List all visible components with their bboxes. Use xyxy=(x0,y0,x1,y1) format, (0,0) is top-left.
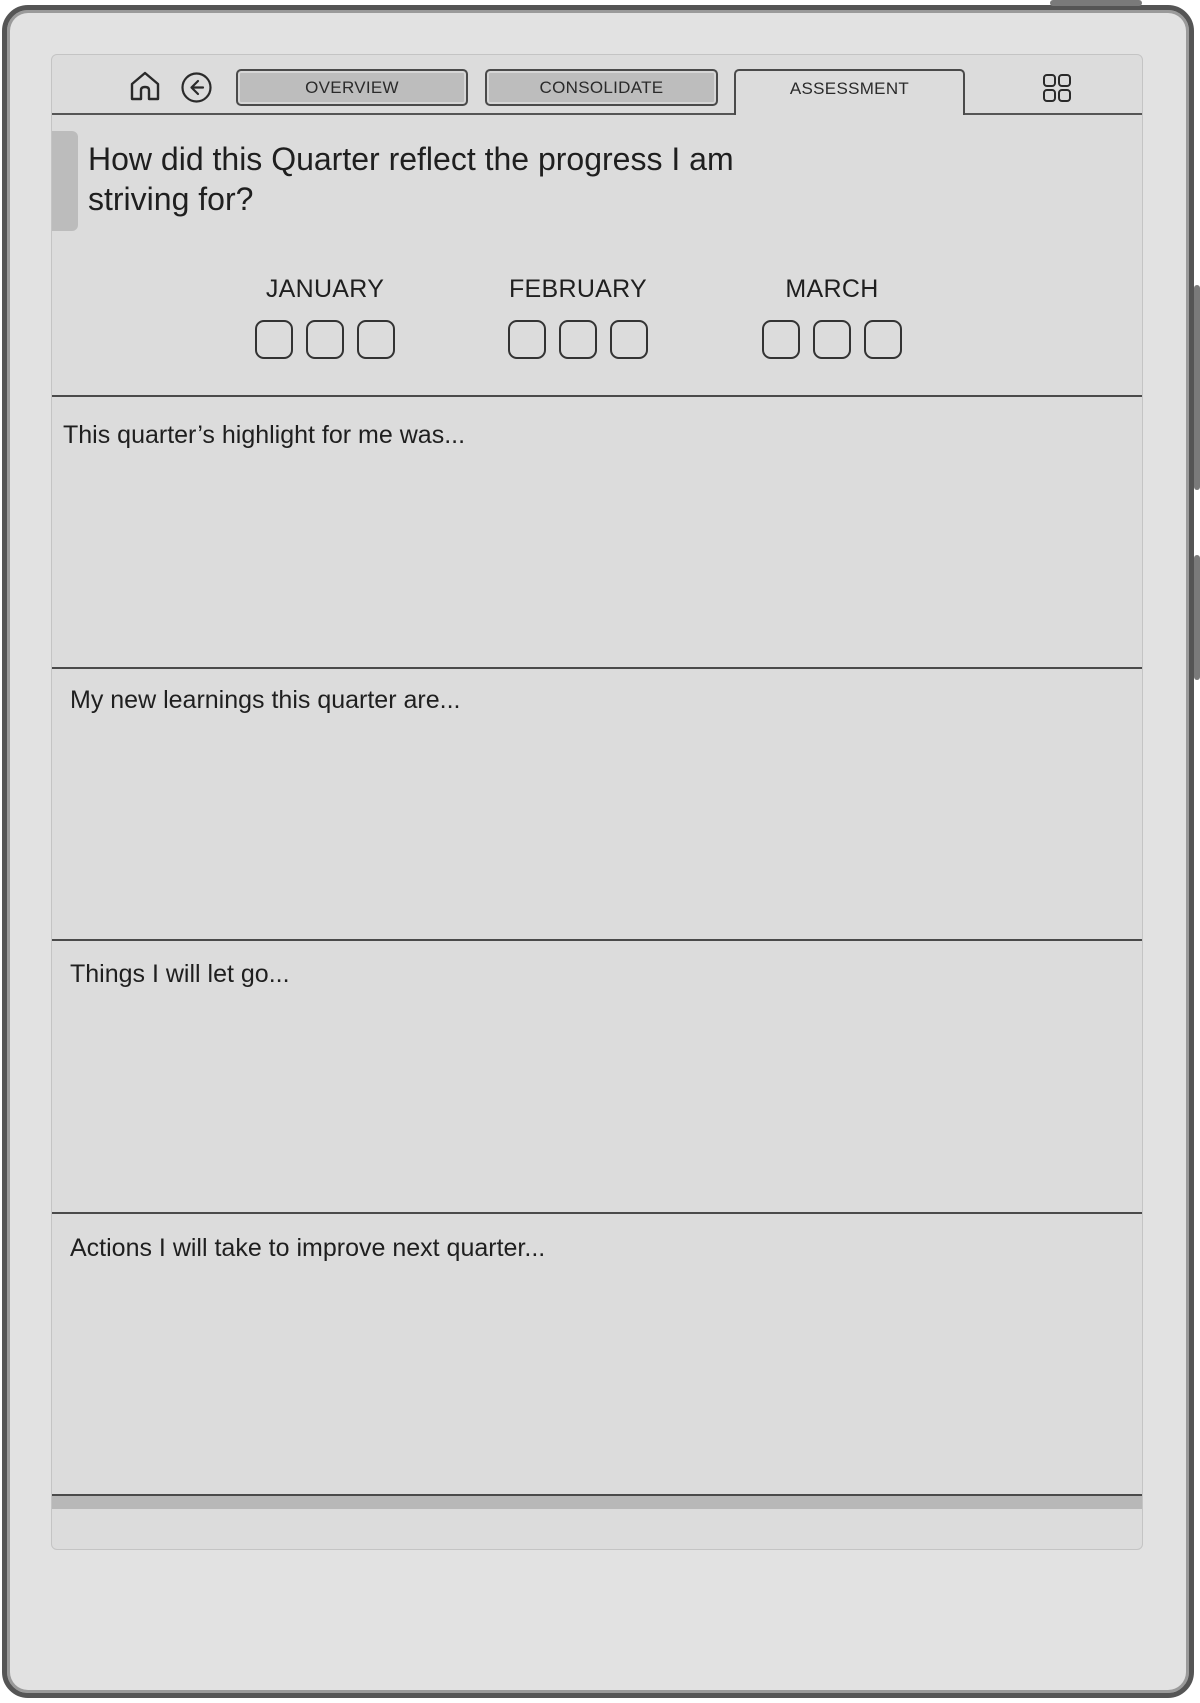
month-march xyxy=(752,275,912,359)
month-label: JANUARY xyxy=(265,275,385,303)
section-label: My new learnings this quarter are... xyxy=(70,686,461,714)
checkbox[interactable] xyxy=(864,320,902,359)
screen xyxy=(51,54,1143,1550)
checkbox[interactable] xyxy=(255,320,293,359)
actions-section[interactable] xyxy=(52,1214,1143,1496)
tab-overview[interactable]: OVERVIEW xyxy=(236,69,468,106)
title-accent-bar xyxy=(52,131,78,231)
tab-consolidate[interactable]: CONSOLIDATE xyxy=(485,69,718,106)
section-label: This quarter’s highlight for me was... xyxy=(63,421,466,449)
section-label: Things I will let go... xyxy=(70,960,290,988)
page-title: How did this Quarter reflect the progress I am striving for? xyxy=(88,141,734,217)
tab-bar-divider xyxy=(52,113,1143,115)
tab-assessment[interactable]: ASSESSMENT xyxy=(734,69,965,115)
highlight-section[interactable] xyxy=(52,397,1143,667)
checkbox[interactable] xyxy=(306,320,344,359)
learnings-section[interactable] xyxy=(52,669,1143,939)
month-label: FEBRUARY xyxy=(508,275,648,303)
side-button xyxy=(1194,285,1200,490)
power-button xyxy=(1050,0,1142,6)
checkbox[interactable] xyxy=(610,320,648,359)
checkbox[interactable] xyxy=(762,320,800,359)
month-february xyxy=(498,275,658,359)
grid-icon[interactable] xyxy=(1042,73,1072,103)
month-january xyxy=(245,275,405,359)
section-label: Actions I will take to improve next quarter... xyxy=(70,1234,546,1262)
month-label: MARCH xyxy=(785,275,879,303)
checkbox[interactable] xyxy=(813,320,851,359)
home-icon[interactable] xyxy=(128,69,162,103)
bottom-bar xyxy=(52,1496,1143,1509)
let-go-section[interactable] xyxy=(52,941,1143,1212)
side-button xyxy=(1194,555,1200,680)
checkbox[interactable] xyxy=(357,320,395,359)
back-circle-icon[interactable] xyxy=(180,71,213,104)
checkbox[interactable] xyxy=(559,320,597,359)
top-navigation xyxy=(52,55,1143,115)
checkbox[interactable] xyxy=(508,320,546,359)
